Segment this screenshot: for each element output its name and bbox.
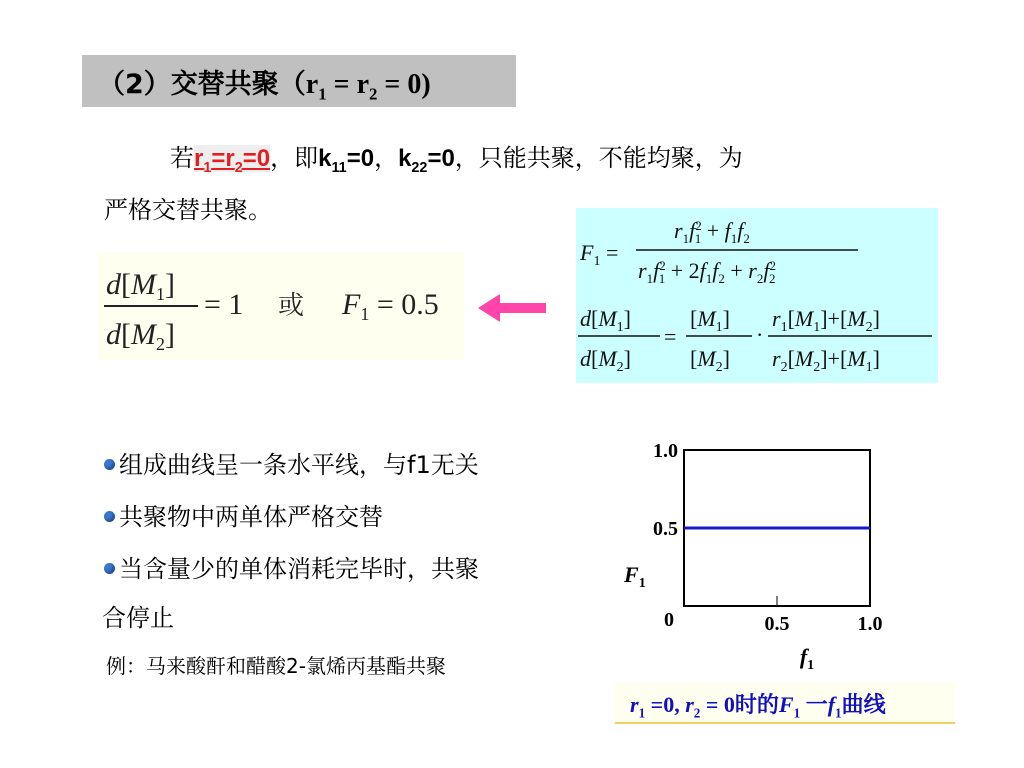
y-axis-label: $F_1$ [624, 562, 646, 591]
intro-line-1: 若$r_1=r_2=0$，即$k_{11}=0$，$k_{22}=0$，只能共聚，不能均聚，为 [170, 144, 743, 176]
x-tick-label: 1.0 [857, 613, 883, 635]
svg-text:=: = [664, 324, 677, 349]
y-tick-label: 0.5 [653, 518, 678, 540]
bullet-dot-icon [104, 563, 115, 574]
bullet-dot-icon [104, 459, 115, 470]
x-tick-label: 0.5 [764, 613, 790, 635]
svg-text:或: 或 [278, 291, 305, 321]
svg-text:d[M1]: $d[M_1]$ [106, 268, 175, 304]
bullet-dot-icon [104, 511, 115, 522]
result-equation [98, 252, 464, 360]
svg-text:d[M2]: $d[M_2]$ [106, 318, 175, 354]
svg-text:r1f21 + 2f1f2 + r2f22: $r_1f^2$ $1 + 2f_1f_2 + r_2f^2$ 2 [638, 258, 776, 286]
svg-text:= 1: = 1 [204, 288, 244, 321]
bullet-3: 当含量少的单体消耗完毕时，共聚 [104, 549, 479, 584]
svg-text:r1f21 + f1f2: $r_1f^2$ $1 + f_1f_2$ [674, 218, 750, 246]
svg-text:[M1]: $[M_1]$ [690, 306, 730, 335]
bullet-1: 组成曲线呈一条水平线，与f1无关 [104, 445, 479, 480]
intro-line-2: 严格交替共聚。 [104, 196, 272, 224]
svg-text:r1[M1]+[M2]: $r_1[M_1]+[M_2]$ [772, 306, 880, 335]
svg-text:d[M1]: $d[M_1]$ [580, 306, 631, 335]
result-equation-box [98, 252, 464, 360]
copolymer-equations [576, 208, 938, 383]
svg-text:F1 =: $F_1$ = [580, 240, 619, 269]
formula-box [576, 208, 938, 383]
x-tick-label: 0 [664, 609, 674, 631]
composition-curve-chart [600, 430, 920, 680]
svg-text:F1 = 0.5: $F_1 = 0.5$ [342, 288, 439, 324]
page-title: （2）交替共聚$(r_1 = r_2 = 0)$ [98, 69, 431, 104]
svg-text:r2[M2]+[M1]: $r_2[M_2]+[M_1]$ [772, 346, 880, 375]
svg-text:d[M2]: $d[M_2]$ [580, 346, 631, 375]
highlight-condition: $r_1=r_2=0$ [194, 145, 271, 176]
chart-caption: $r_1 =0$, $r_2 = 0$时的$F_1$ 一$f_1$曲线 [630, 692, 886, 721]
arrow-left-icon [478, 294, 548, 322]
x-axis-label: $f_1$ [799, 644, 815, 673]
bullet-2: 共聚物中两单体严格交替 [104, 497, 383, 532]
example-text: 例：马来酸酐和醋酸2-氯烯丙基酯共聚 [106, 654, 446, 678]
bullet-3-continued: 合停止 [102, 604, 174, 632]
svg-text:[M2]: $[M_2]$ [690, 346, 730, 375]
svg-text:·: · [756, 322, 764, 347]
y-tick-label: 1.0 [653, 440, 678, 462]
